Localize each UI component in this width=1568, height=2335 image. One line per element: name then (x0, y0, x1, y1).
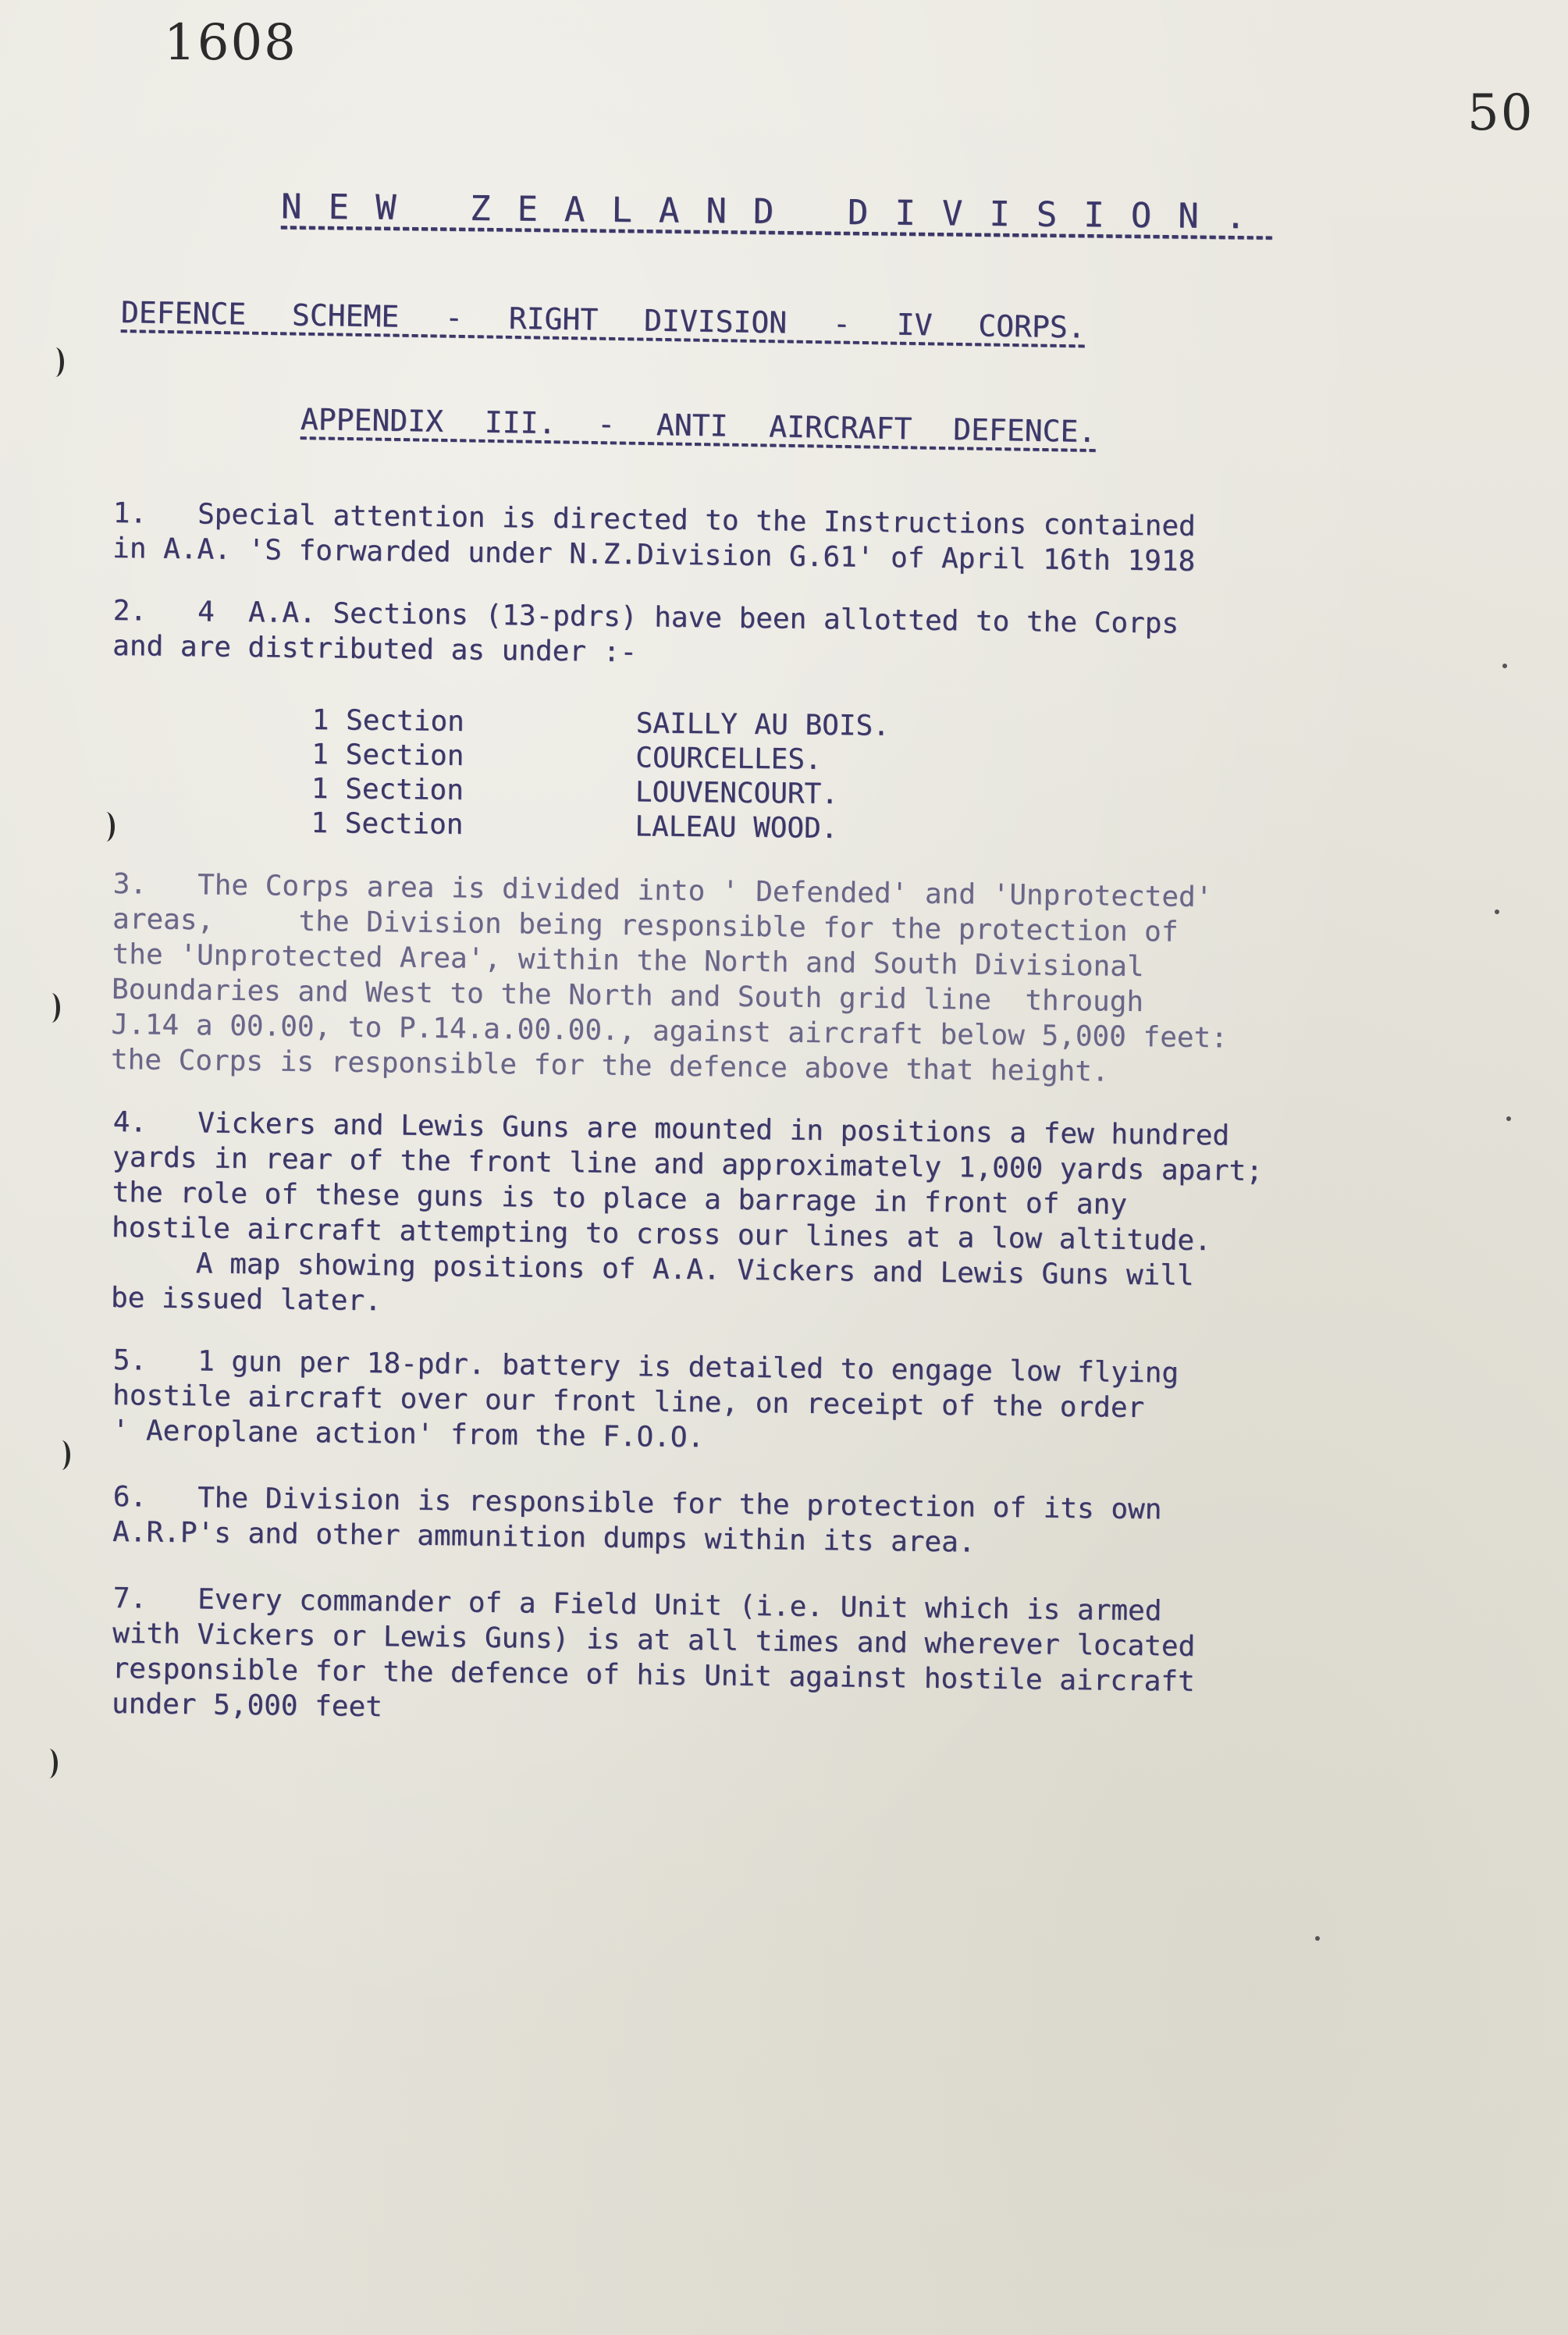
paragraph-line: 6. The Division is responsible for the protection of its own (112, 1480, 1162, 1526)
punch-hole-mark (41, 1749, 58, 1778)
paragraph-4 (111, 1105, 1502, 1333)
paragraph-line: the Corps is responsible for the defence above that height. (110, 1043, 1109, 1088)
paragraph-3 (111, 867, 1502, 1095)
paragraph-line: 2. 4 A.A. Sections (13-pdrs) have been allotted to the Corps (112, 594, 1179, 640)
allocation-location: COURCELLES. (635, 741, 822, 776)
paragraph-line: responsible for the defence of his Unit against hostile aircraft (112, 1652, 1195, 1698)
paragraph-line: A.R.P's and other ammunition dumps within its area. (112, 1515, 976, 1559)
paragraph-line: hostile aircraft over our front line, on receipt of the order (112, 1379, 1145, 1425)
paragraph-line: with Vickers or Lewis Guns) is at all times and wherever located (112, 1617, 1196, 1663)
paragraph-line: J.14 a 00.00, to P.14.a.00.00., against aircraft below 5,000 feet: (111, 1008, 1228, 1055)
allocation-row (311, 737, 890, 778)
allocation-location: SAILLY AU BOIS. (635, 707, 891, 742)
document-title: NEW ZEALAND DIVISION. (280, 187, 1273, 237)
paragraph-line: the 'Unprotected Area', within the North and South Divisional (112, 938, 1144, 984)
allocation-location: LOUVENCOURT. (635, 775, 839, 810)
paragraph-line: yards in rear of the front line and approximately 1,000 yards apart; (112, 1141, 1264, 1187)
allocation-unit: 1 Section (311, 703, 465, 738)
paragraph-line: 3. The Corps area is divided into ' Defended' and 'Unprotected' (112, 867, 1213, 914)
paragraph-line: 7. Every commander of a Field Unit (i.e. Unit which is armed (112, 1582, 1162, 1628)
paragraph-line: Boundaries and West to the North and South grid line through (111, 973, 1144, 1019)
paper-speck (1502, 664, 1507, 668)
paragraph-line: the role of these guns is to place a barrage in front of any (112, 1176, 1128, 1221)
punch-hole-mark (98, 812, 115, 842)
paper-speck (1506, 1116, 1511, 1121)
paper-speck (1495, 909, 1499, 914)
allocation-row (312, 703, 891, 743)
paragraph-line: 5. 1 gun per 18-pdr. battery is detailed to engage low flying (112, 1344, 1179, 1390)
paragraph-line: A map showing positions of A.A. Vickers and Lewis Guns will (111, 1246, 1194, 1292)
section-allocation-list (311, 703, 890, 846)
paragraph-line: and are distributed as under :- (112, 629, 638, 669)
paper-speck (1315, 1936, 1320, 1941)
paragraph-line: ' Aeroplane action' from the F.O.O. (112, 1414, 705, 1454)
allocation-row (311, 771, 890, 812)
paragraph-line: hostile aircraft attempting to cross our lines at a low altitude. (111, 1211, 1212, 1258)
punch-hole-mark (53, 1440, 70, 1470)
allocation-row (311, 806, 889, 846)
allocation-unit: 1 Section (311, 806, 464, 841)
paragraph-line: 4. Vickers and Lewis Guns are mounted in positions a few hundred (112, 1105, 1230, 1152)
paragraph-line: under 5,000 feet (111, 1687, 383, 1724)
appendix-heading: APPENDIX III. - ANTI AIRCRAFT DEFENCE. (300, 402, 1097, 450)
paragraph-6 (112, 1479, 1502, 1567)
allocation-location: LALEAU WOOD. (635, 810, 838, 845)
folio-number-right: 50 (1467, 84, 1534, 142)
paragraph-line: be issued later. (110, 1281, 382, 1318)
paragraph-line: 1. Special attention is directed to the Instructions contained (112, 497, 1196, 543)
paragraph-2 (112, 593, 1502, 681)
paragraph-1 (112, 496, 1502, 583)
allocation-unit: 1 Section (311, 772, 464, 806)
paragraph-line: areas, the Division being responsible for the protection of (112, 902, 1179, 949)
folio-number-left: 1608 (164, 14, 297, 72)
allocation-unit: 1 Section (311, 738, 464, 772)
punch-hole-mark (43, 993, 60, 1023)
document-subtitle: DEFENCE SCHEME - RIGHT DIVISION - IV CORPS. (120, 295, 1086, 345)
punch-hole-mark (47, 347, 64, 377)
paragraph-line: in A.A. 'S forwarded under N.Z.Division G.61' of April 16th 1918 (112, 532, 1196, 578)
paragraph-5 (112, 1343, 1502, 1465)
paragraph-7 (112, 1581, 1502, 1739)
